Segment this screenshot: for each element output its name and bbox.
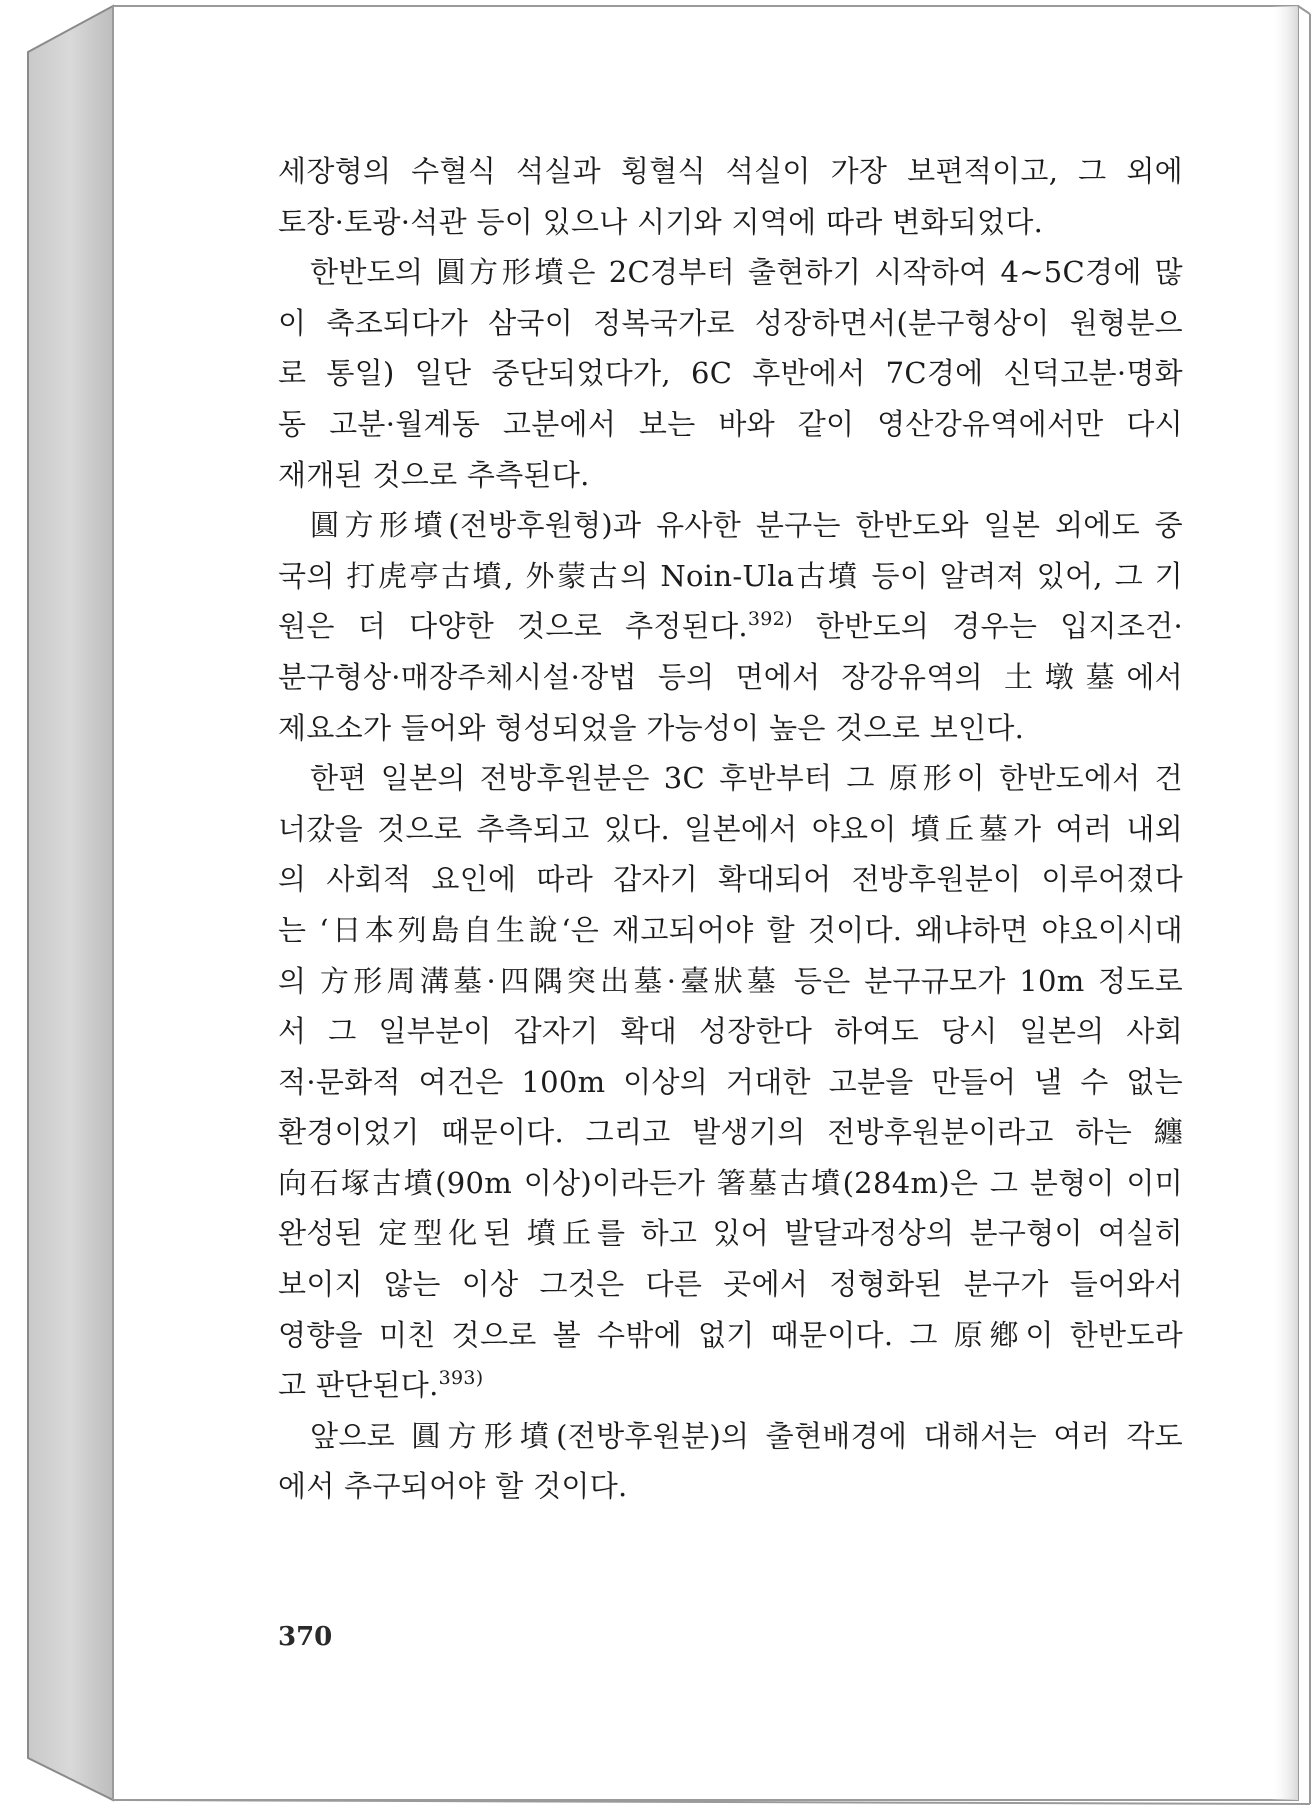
text-line: 적·문화적 여건은 100m 이상의 거대한 고분을 만들어 낼 수 없는 (278, 1064, 1183, 1099)
text-line: 에서 추구되어야 할 것이다. (278, 1469, 628, 1504)
book-spine (28, 6, 113, 1800)
text-segment: 원은 더 다양한 것으로 추정된다. (278, 609, 748, 644)
page-edge-shadow (1270, 6, 1298, 1800)
text-line: 토장·토광·석관 등이 있으나 시기와 지역에 따라 변화되었다. (278, 204, 1044, 239)
text-line: 너갔을 것으로 추측되고 있다. 일본에서 야요이 墳丘墓가 여러 내외 (278, 811, 1183, 846)
text-line: 완성된 定型化된 墳丘를 하고 있어 발달과정상의 분구형이 여실히 (278, 1216, 1183, 1251)
text-line: 의 方形周溝墓·四隅突出墓·臺狀墓 등은 분구규모가 10m 정도로 (278, 963, 1183, 998)
text-line: 영향을 미친 것으로 볼 수밖에 없기 때문이다. 그 原鄕이 한반도라 (278, 1317, 1183, 1352)
text-line: 환경이었기 때문이다. 그리고 발생기의 전방후원분이라고 하는 纏 (278, 1115, 1183, 1150)
footnote-marker: 393) (438, 1367, 484, 1390)
footnote-marker: 392) (747, 608, 793, 631)
text-line: 보이지 않는 이상 그것은 다른 곳에서 정형화된 분구가 들어와서 (278, 1267, 1183, 1302)
text-line: 한반도의 圓方形墳은 2C경부터 출현하기 시작하여 4~5C경에 많 (310, 255, 1183, 290)
body-text (278, 146, 1183, 1512)
text-line: 의 사회적 요인에 따라 갑자기 확대되어 전방후원분이 이루어졌다 (278, 862, 1183, 897)
text-line: 로 통일) 일단 중단되었다가, 6C 후반에서 7C경에 신덕고분·명화 (278, 356, 1183, 391)
text-line: 재개된 것으로 추측된다. (278, 457, 590, 492)
text-segment: 한반도의 경우는 입지조건· (792, 609, 1183, 644)
text-line: 이 축조되다가 삼국이 정복국가로 성장하면서(분구형상이 원형분으 (278, 305, 1183, 340)
text-line: 제요소가 들어와 형성되었을 가능성이 높은 것으로 보인다. (278, 710, 1025, 745)
text-line: 한편 일본의 전방후원분은 3C 후반부터 그 原形이 한반도에서 건 (310, 761, 1183, 796)
text-line: 는 ‘日本列島自生說‘은 재고되어야 할 것이다. 왜냐하면 야요이시대 (278, 912, 1183, 947)
text-line: 서 그 일부분이 갑자기 확대 성장한다 하여도 당시 일본의 사회 (278, 1014, 1183, 1049)
text-line: 앞으로 圓方形墳(전방후원분)의 출현배경에 대해서는 여러 각도 (310, 1418, 1183, 1453)
text-line: 圓方形墳(전방후원형)과 유사한 분구는 한반도와 일본 외에도 중 (310, 508, 1183, 543)
text-segment: 고 판단된다. (278, 1368, 439, 1403)
page-number: 370 (278, 1622, 333, 1652)
text-line: 분구형상·매장주체시설·장법 등의 면에서 장강유역의 土墩墓에서 (278, 659, 1183, 694)
text-line-with-footnote (278, 1360, 1183, 1411)
text-line-with-footnote (278, 601, 1183, 652)
text-line: 세장형의 수혈식 석실과 횡혈식 석실이 가장 보편적이고, 그 외에 (278, 154, 1183, 188)
text-line: 동 고분·월계동 고분에서 보는 바와 같이 영산강유역에서만 다시 (278, 406, 1183, 441)
text-line: 국의 打虎亭古墳, 外蒙古의 Noin-Ula古墳 등이 알려져 있어, 그 기 (278, 558, 1183, 593)
text-line: 向石塚古墳(90m 이상)이라든가 箸墓古墳(284m)은 그 분형이 이미 (278, 1165, 1183, 1200)
